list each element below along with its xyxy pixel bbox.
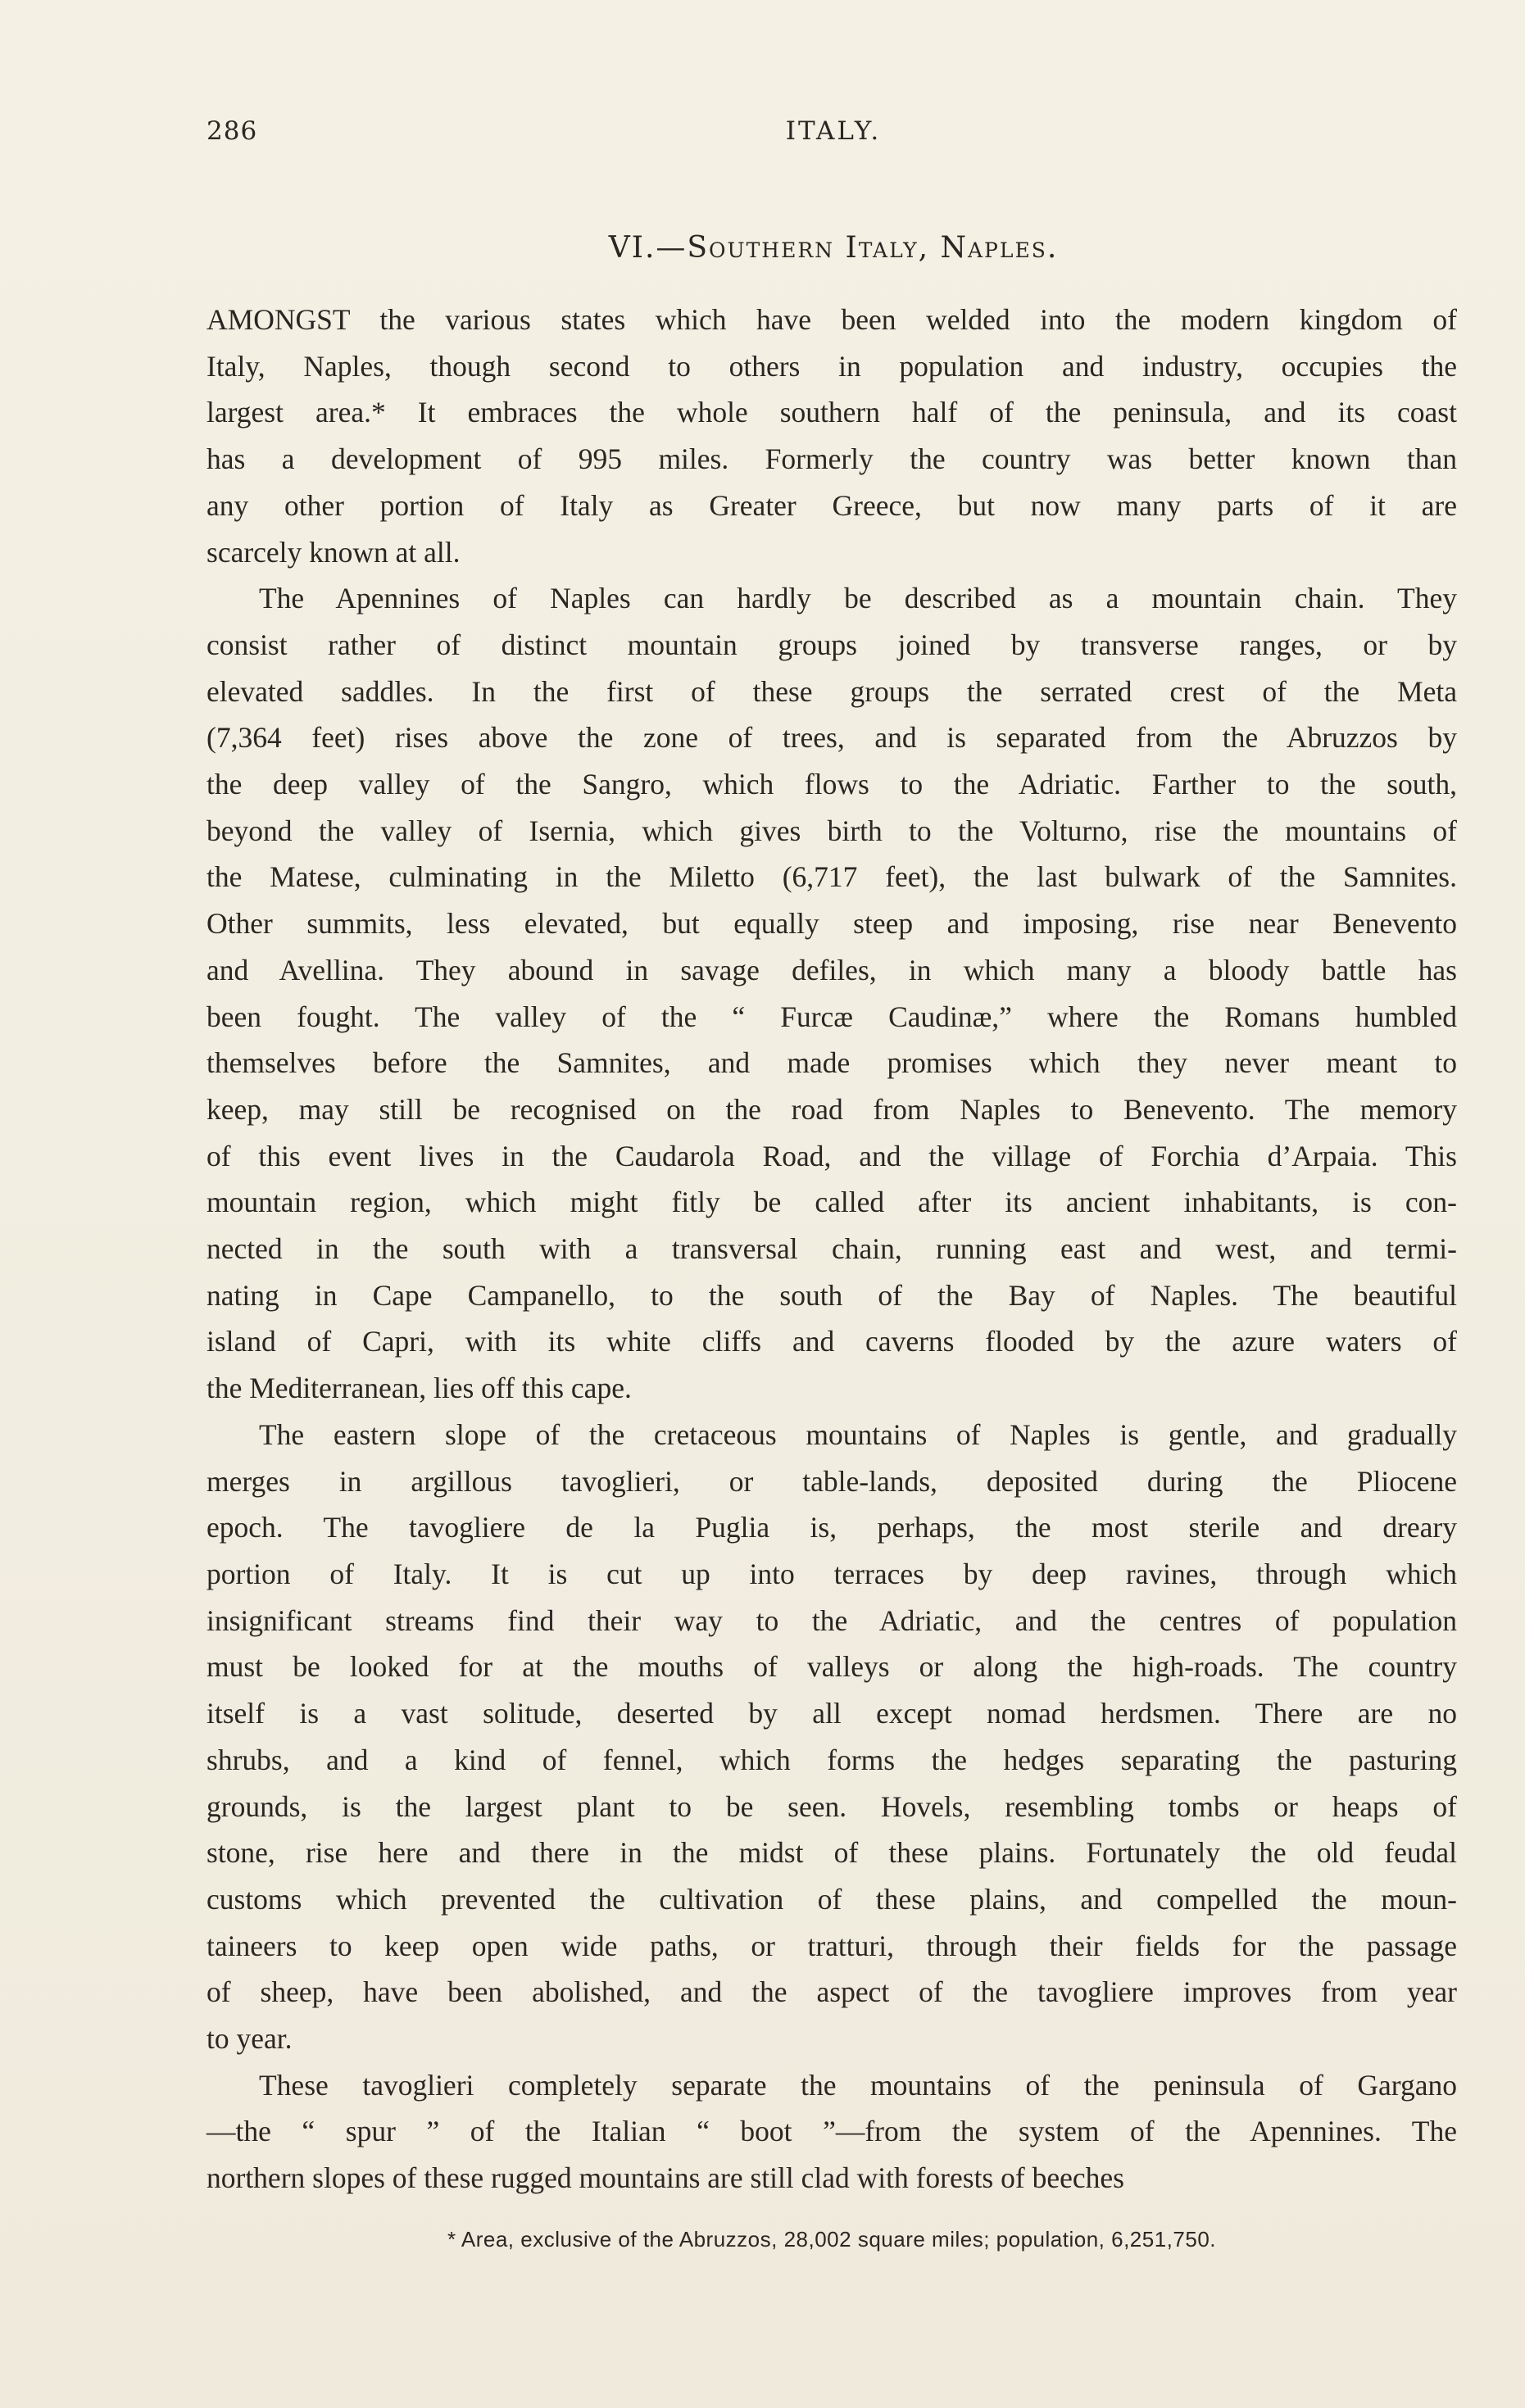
text-line: Italy, Naples, though second to others in population and industry, occupies the [207, 349, 1457, 383]
paragraph [207, 1412, 1457, 2062]
text-line: of sheep, have been abolished, and the aspect of the tavogliere improves from year [207, 1975, 1457, 2009]
page-number: 286 [207, 116, 258, 146]
text-line: customs which prevented the cultivation of these plains, and compelled the moun- [207, 1882, 1457, 1916]
text-line: These tavoglieri completely separate the mountains of the peninsula of Gargano [259, 2068, 1457, 2102]
text-line: shrubs, and a kind of fennel, which forms the hedges separating the pasturing [207, 1743, 1457, 1776]
text-line: any other portion of Italy as Greater Greece, but now many parts of it are [207, 488, 1457, 522]
text-line: has a development of 995 miles. Formerly the country was better known than [207, 442, 1457, 476]
text-line: the Mediterranean, lies off this cape. [207, 1372, 632, 1405]
text-line: AMONGST the various states which have been welded into the modern kingdom of [207, 303, 1457, 336]
text-line: the Matese, culminating in the Miletto (6,717 feet), the last bulwark of the Samnites. [207, 860, 1457, 894]
text-line: (7,364 feet) rises above the zone of trees, and is separated from the Abruzzos by [207, 721, 1457, 755]
text-line: grounds, is the largest plant to be seen. Hovels, resembling tombs or heaps of [207, 1789, 1457, 1823]
section-title: Southern Italy, Naples. [687, 231, 1059, 265]
text-line: island of Capri, with its white cliffs and caverns flooded by the azure waters of [207, 1325, 1457, 1358]
text-line: Other summits, less elevated, but equally steep and imposing, rise near Benevento [207, 907, 1457, 941]
text-line: beyond the valley of Isernia, which gives birth to the Volturno, rise the mountains of [207, 814, 1457, 847]
text-line: to year. [207, 2022, 293, 2056]
text-line: —the “ spur ” of the Italian “ boot ”—from the system of the Apennines. The [207, 2115, 1457, 2148]
text-line: taineers to keep open wide paths, or tratturi, through their fields for the passage [207, 1929, 1457, 1962]
text-line: The Apennines of Naples can hardly be described as a mountain chain. They [259, 582, 1457, 615]
text-line: itself is a vast solitude, deserted by all except nomad herdsmen. There are no [207, 1697, 1457, 1730]
text-line: must be looked for at the mouths of valleys or along the high-roads. The country [207, 1650, 1457, 1684]
paragraph [207, 575, 1457, 1412]
text-line: scarcely known at all. [207, 535, 461, 569]
text-line: elevated saddles. In the first of these groups the serrated crest of the Meta [207, 674, 1457, 708]
text-line: The eastern slope of the cretaceous mountains of Naples is gentle, and gradually [259, 1417, 1457, 1451]
footnote: * Area, exclusive of the Abruzzos, 28,002 square miles; population, 6,251,750. [447, 2227, 1217, 2252]
body-text [207, 297, 1457, 2202]
text-line: the deep valley of the Sangro, which flows to the Adriatic. Farther to the south, [207, 768, 1457, 801]
text-line: themselves before the Samnites, and made promises which they never meant to [207, 1046, 1457, 1080]
text-line: merges in argillous tavoglieri, or table-lands, deposited during the Pliocene [207, 1464, 1457, 1498]
text-line: keep, may still be recognised on the road from Naples to Benevento. The memory [207, 1092, 1457, 1126]
section-numeral: VI.— [608, 231, 688, 265]
text-line: mountain region, which might fitly be called after its ancient inhabitants, is con- [207, 1186, 1457, 1219]
running-title: ITALY. [785, 116, 882, 146]
text-line: insignificant streams find their way to the Adriatic, and the centres of population [207, 1603, 1457, 1637]
text-line: epoch. The tavogliere de la Puglia is, perhaps, the most sterile and dreary [207, 1511, 1457, 1544]
text-line: nected in the south with a transversal chain, running east and west, and termi- [207, 1232, 1457, 1266]
text-line: and Avellina. They abound in savage defiles, in which many a bloody battle has [207, 953, 1457, 986]
text-line: portion of Italy. It is cut up into terraces by deep ravines, through which [207, 1557, 1457, 1590]
running-head [207, 116, 1460, 152]
section-heading [207, 231, 1460, 265]
text-line: stone, rise here and there in the midst of these plains. Fortunately the old feudal [207, 1836, 1457, 1870]
text-line: nating in Cape Campanello, to the south of the Bay of Naples. The beautiful [207, 1278, 1457, 1312]
text-line: largest area.* It embraces the whole southern half of the peninsula, and its coast [207, 396, 1457, 429]
text-line: been fought. The valley of the “ Furcæ Caudinæ,” where the Romans humbled [207, 1000, 1457, 1033]
paragraph [207, 297, 1457, 575]
text-line: northern slopes of these rugged mountains are still clad with forests of beeches [207, 2161, 1124, 2195]
paragraph [207, 2062, 1457, 2202]
text-line: consist rather of distinct mountain groups joined by transverse ranges, or by [207, 628, 1457, 661]
text-line: of this event lives in the Caudarola Road, and the village of Forchia d’Arpaia. This [207, 1139, 1457, 1172]
